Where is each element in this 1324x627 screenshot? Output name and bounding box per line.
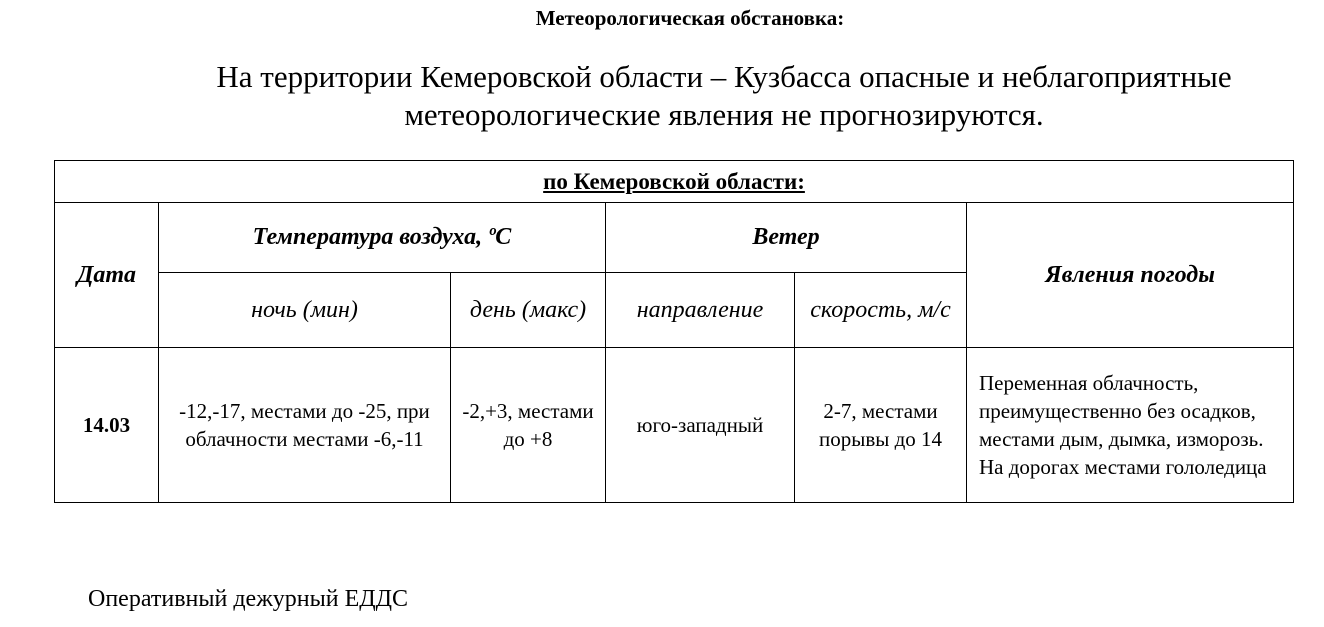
hazard-notice: На территории Кемеровской области – Кузбасса опасные и неблагоприятные метеорологические явления не прогнозируются. — [216, 59, 1232, 132]
wind-speed-cell: 2-7, местами порывы до 14 — [795, 348, 967, 503]
date-header: Дата — [55, 203, 159, 348]
header-row-main — [55, 203, 1294, 273]
weather-table — [54, 160, 1294, 503]
region-title: по Кемеровской области: — [55, 161, 1294, 203]
temperature-header: Температура воздуха, ºС — [159, 203, 606, 273]
speed-header: скорость, м/с — [795, 273, 967, 348]
wind-header: Ветер — [606, 203, 967, 273]
table-title-row — [55, 161, 1294, 203]
day-temp-cell: -2,+3, местами до +8 — [451, 348, 606, 503]
night-temp-cell: -12,-17, местами до -25, при облачности местами -6,-11 — [159, 348, 451, 503]
day-header: день (макс) — [451, 273, 606, 348]
night-header: ночь (мин) — [159, 273, 451, 348]
date-cell: 14.03 — [55, 348, 159, 503]
direction-header: направление — [606, 273, 795, 348]
wind-direction-cell: юго-западный — [606, 348, 795, 503]
phenomena-header: Явления погоды — [967, 203, 1294, 348]
duty-officer-signature: Оперативный дежурный ЕДДС — [88, 586, 409, 612]
section-heading: Метеорологическая обстановка: — [535, 6, 845, 30]
phenomena-cell: Переменная облачность, преимущественно без осадков, местами дым, дымка, изморозь. На дорогах местами гололедица — [967, 348, 1294, 503]
table-row — [55, 348, 1294, 503]
